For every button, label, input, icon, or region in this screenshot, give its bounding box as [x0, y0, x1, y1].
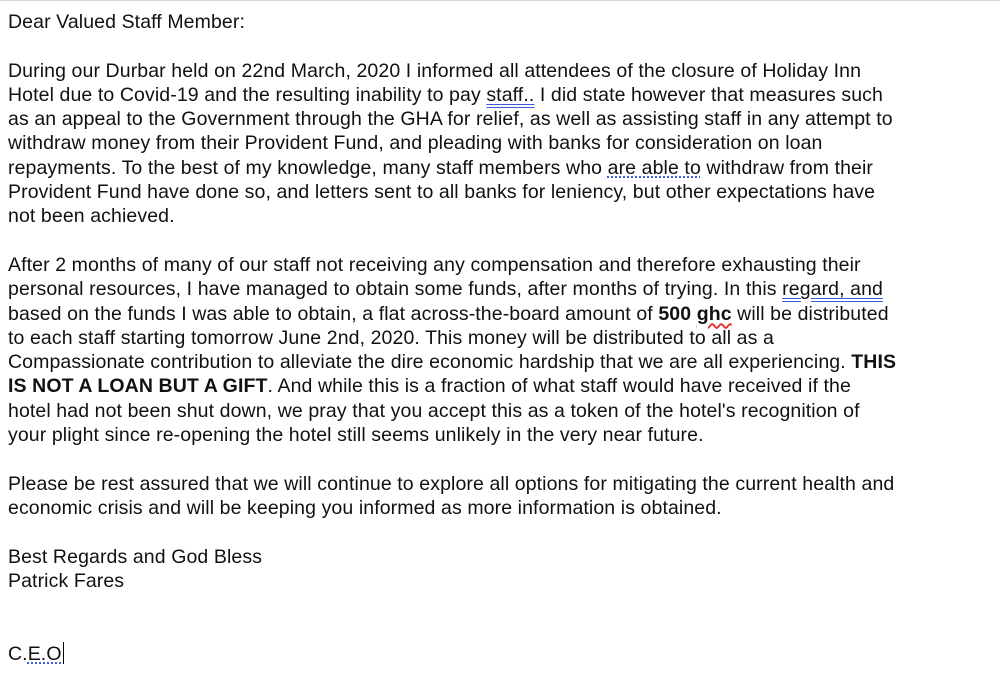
text-cursor — [63, 642, 65, 664]
amount-value: 500 — [658, 302, 697, 325]
signatory-name: Patrick Fares — [8, 569, 125, 592]
grammar-flag-staff[interactable]: staff.. — [486, 83, 535, 106]
paragraph-3 — [8, 472, 993, 521]
grammar-flag-ceo[interactable]: E.O — [27, 642, 62, 665]
p1-line-2 — [8, 83, 993, 107]
p2-line-3 — [8, 302, 993, 326]
signatory-title — [8, 642, 993, 666]
p2-line-5 — [8, 350, 993, 374]
emphasis-this: THIS — [851, 351, 897, 374]
p2-line-4: to each staff starting tomorrow June 2nd, 2020. This money will be distributed to all as a — [8, 326, 774, 349]
title-line — [8, 642, 993, 666]
emphasis-not-a-loan: IS NOT A LOAN BUT A GIFT — [8, 375, 268, 398]
p2-line-5-text-a: Compassionate contribution to alleviate the dire economic hardship that we are all experiencing. — [8, 351, 852, 374]
p1-line-1: During our Durbar held on 22nd March, 2020 I informed all attendees of the closure of Holiday Inn — [8, 59, 862, 82]
p3-line-2: economic crisis and will be keeping you informed as more information is obtained. — [8, 496, 722, 519]
paragraph-1 — [8, 59, 993, 229]
p2-line-6 — [8, 374, 993, 398]
p1-line-4: withdraw money from their Provident Fund, and pleading with banks for consideration on loan — [8, 132, 823, 155]
salutation-text: Dear Valued Staff Member: — [8, 11, 245, 33]
p1-line-3: as an appeal to the Government through the GHA for relief, as well as assisting staff in any attempt to — [8, 108, 893, 131]
spelling-flag-ghc[interactable]: ghc — [696, 302, 732, 325]
p2-line-6-text-b: . And while this is a fraction of what staff would have received if the — [267, 375, 851, 398]
p2-line-2 — [8, 277, 993, 301]
p2-line-3-text-d: will be distributed — [731, 302, 889, 325]
p1-line-5-text-c: withdraw from their — [700, 156, 874, 179]
p2-line-7: hotel had not been shut down, we pray that you accept this as a token of the hotel's recognition of — [8, 399, 860, 422]
title-text-a: C. — [8, 642, 28, 665]
p3-line-1: Please be rest assured that we will continue to explore all options for mitigating the current health and — [8, 472, 895, 495]
paragraph-2 — [8, 253, 993, 447]
p1-line-5 — [8, 156, 993, 180]
letter-body[interactable] — [8, 10, 993, 666]
p1-line-6: Provident Fund have done so, and letters sent to all banks for leniency, but other expectations have — [8, 181, 876, 204]
p1-line-2-text-c: I did state however that measures such — [534, 83, 883, 106]
closing — [8, 545, 993, 594]
page-top-border — [0, 0, 1000, 1]
salutation — [8, 10, 993, 34]
p2-line-2-text-a: personal resources, I have managed to obtain some funds, after months of trying. In this — [8, 278, 783, 301]
closing-line: Best Regards and God Bless — [8, 545, 263, 568]
grammar-flag-are-able-to[interactable]: are able to — [607, 156, 701, 179]
p2-line-1: After 2 months of many of our staff not receiving any compensation and therefore exhausting their — [8, 253, 861, 276]
p1-line-2-text-a: Hotel due to Covid-19 and the resulting inability to pay — [8, 83, 487, 106]
p2-line-3-text-a: based on the funds I was able to obtain, a flat across-the-board amount of — [8, 302, 659, 325]
p2-line-8: your plight since re-opening the hotel still seems unlikely in the very near future. — [8, 424, 704, 447]
p1-line-5-text-a: repayments. To the best of my knowledge, many staff members who — [8, 156, 608, 179]
p1-line-7: not been achieved. — [8, 205, 175, 228]
grammar-flag-regard-and[interactable]: regard, and — [782, 278, 883, 301]
